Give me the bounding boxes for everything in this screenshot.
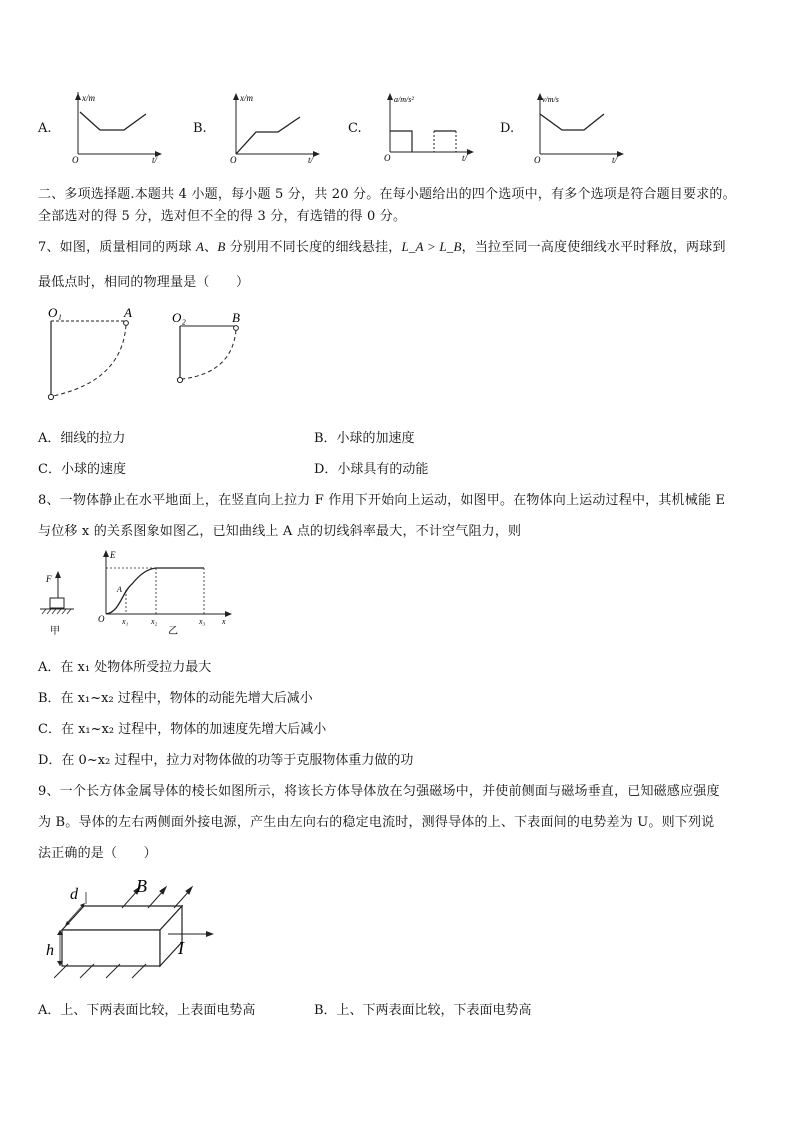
q8-stem-line2: 与位移 x 的关系图象如图乙，已知曲线上 A 点的切线斜率最大，不计空气阻力，则 [38, 524, 522, 539]
q9-stem-line3: 法正确的是（ ） [38, 846, 157, 861]
q7-ball-b-start [234, 326, 239, 331]
q7-formula: L_A > L_B [401, 239, 462, 254]
q6-b-origin: O [230, 155, 237, 164]
q8-stem-line1: 8、一物体静止在水平地面上，在竖直向上拉力 F 作用下开始向上运动，如图甲。在物体向上运动过程中，其机械能 E [38, 493, 726, 508]
q7-option-d: D．小球具有的动能 [314, 462, 429, 477]
q6-c-origin: O [384, 153, 391, 163]
q8-label-x1: x₁ [122, 617, 129, 626]
q9-stem-line2: 为 B。导体的左右两侧面外接电源，产生由左向右的稳定电流时，测得导体的上、下表面间的电势差为 U。则下列说 [38, 815, 715, 830]
q8-label-a: A [117, 585, 122, 594]
q6-option-b-letter: B. [193, 121, 207, 136]
q6-c-xlabel: t/ [462, 153, 468, 163]
q8-label-f: F [46, 574, 52, 584]
q6-option-d-letter: D. [500, 121, 515, 136]
q7-stem-line1: 7、如图，质量相同的两球 A、B 分别用不同长度的细线悬挂，L_A > L_B，当拉至同一高度使细线水平时释放，两球到 [38, 239, 726, 255]
q8-label-yi: 乙 [168, 626, 178, 637]
q9-label-d: d [70, 886, 78, 903]
q8-label-x2: x₂ [151, 617, 158, 626]
q8-label-e: E [110, 550, 116, 560]
q6-d-ylabel: v/m/s [542, 95, 559, 104]
q8-label-o: O [98, 614, 105, 624]
q8-label-jia: 甲 [50, 626, 60, 637]
q6-a-ylabel: x/m [82, 93, 95, 103]
q6-option-a-letter: A. [38, 121, 52, 136]
q8-option-c: C．在 x₁~x₂ 过程中，物体的加速度先增大后减小 [38, 722, 327, 737]
q8-option-b: B．在 x₁~x₂ 过程中，物体的动能先增大后减小 [38, 691, 313, 706]
q7-option-b: B．小球的加速度 [314, 431, 415, 446]
q9-option-b: B．上、下两表面比较，下表面电势高 [314, 1003, 532, 1018]
q7-option-c: C．小球的速度 [38, 462, 126, 477]
q8-label-x: x [222, 617, 226, 626]
q7-label-o1: O₁ [48, 305, 62, 320]
q7-ball-a-bottom [48, 394, 53, 399]
q9-label-h: h [46, 942, 54, 959]
q9-label-b: B [136, 876, 147, 896]
q6-b-xlabel: t/ [308, 155, 314, 164]
q7-label-o2: O₂ [172, 310, 186, 325]
q6-option-c-letter: C. [348, 121, 362, 136]
q8-option-d: D．在 0~x₂ 过程中，拉力对物体做的功等于克服物体重力做的功 [38, 753, 414, 768]
q6-d-origin: O [534, 155, 541, 164]
section2-line2: 全部选对的得 5 分，选对但不全的得 3 分，有选错的得 0 分。 [38, 209, 407, 224]
q8-figure [38, 548, 238, 638]
q8-option-a: A．在 x₁ 处物体所受拉力最大 [38, 660, 212, 675]
q9-label-i: I [178, 938, 184, 958]
q9-stem-line1: 9、一个长方体金属导体的棱长如图所示，将该长方体导体放在匀强磁场中，并使前侧面与磁场垂直，已知磁感应强度 [38, 784, 720, 799]
q6-d-xlabel: t/ [612, 155, 618, 164]
q6-a-origin: O [72, 155, 79, 164]
q7-pendulum-figure [40, 303, 280, 405]
q7-stem-line2: 最低点时，相同的物理量是（ ） [38, 275, 250, 290]
q7-option-a: A．细线的拉力 [38, 431, 126, 446]
section2-line1: 二、多项选择题.本题共 4 小题，每小题 5 分，共 20 分。在每小题给出的四个选项中，有多个选项是符合题目要求的。 [38, 187, 736, 202]
q6-graph-b [218, 92, 328, 164]
q7-ball-b-bottom [177, 377, 182, 382]
q7-ball-a-start [124, 321, 129, 326]
q9-option-a: A．上、下两表面比较，上表面电势高 [38, 1003, 256, 1018]
q9-conductor-figure [40, 868, 220, 983]
q6-graph-a [60, 92, 170, 164]
q6-a-xlabel: t/ [152, 155, 158, 164]
q6-graph-d [522, 90, 632, 164]
q7-label-b: B [232, 310, 240, 325]
q8-label-x3: x₃ [199, 617, 206, 626]
q6-b-ylabel: x/m [240, 93, 253, 103]
q6-c-ylabel: a/m/s² [394, 95, 414, 104]
q7-label-a: A [124, 305, 132, 320]
q6-graph-c [372, 90, 482, 164]
